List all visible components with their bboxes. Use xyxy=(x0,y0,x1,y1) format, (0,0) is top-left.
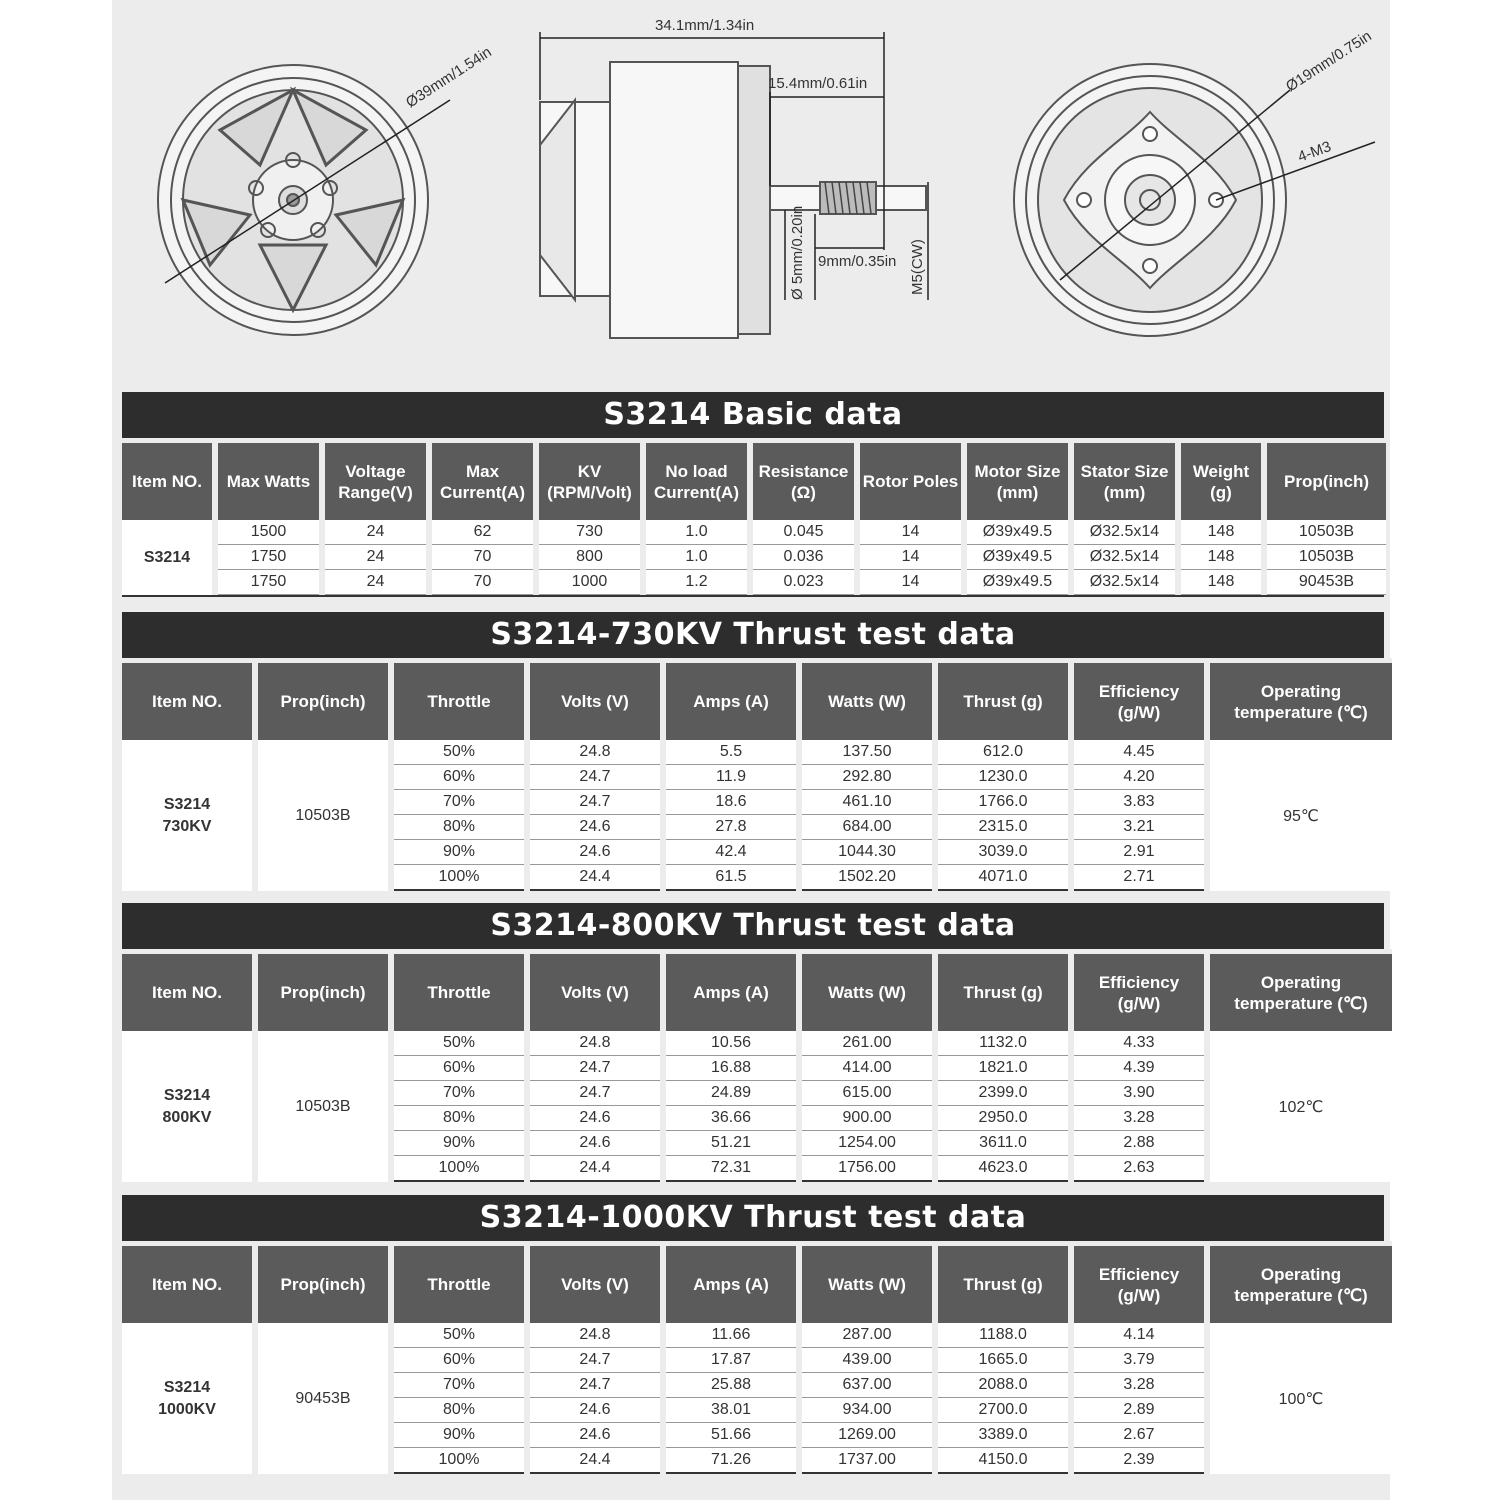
table-cell: 1737.00 xyxy=(802,1448,932,1474)
thrust-header-cell: Operating temperature (℃) xyxy=(1210,949,1392,1031)
table-cell: Ø39x49.5 xyxy=(967,545,1068,570)
table-cell: 0.023 xyxy=(753,570,854,595)
table-cell: 17.87 xyxy=(666,1348,796,1373)
basic-header-cell: No load Current(A) xyxy=(646,438,747,520)
thread-length-label: 9mm/0.35in xyxy=(818,253,897,270)
thrust-header-cell: Throttle xyxy=(394,1241,524,1323)
table-row xyxy=(122,520,1386,545)
table-cell: 4623.0 xyxy=(938,1156,1068,1182)
table-cell: 4.20 xyxy=(1074,765,1204,790)
table-cell: 5.5 xyxy=(666,740,796,765)
thrust-header-cell: Prop(inch) xyxy=(258,949,388,1031)
table-cell: 1500 xyxy=(218,520,319,545)
item-kv: 730KV xyxy=(162,817,212,835)
table-cell: 27.8 xyxy=(666,815,796,840)
table-cell: 2088.0 xyxy=(938,1373,1068,1398)
table-cell: 61.5 xyxy=(666,865,796,891)
table-cell: 1750 xyxy=(218,570,319,595)
thrust-header-cell: Volts (V) xyxy=(530,949,660,1031)
overall-length-label: 34.1mm/1.34in xyxy=(655,17,755,34)
table-cell: 70 xyxy=(432,545,533,570)
table-cell: 14 xyxy=(860,520,961,545)
table-cell: 14 xyxy=(860,545,961,570)
thrust-table xyxy=(116,658,1398,891)
table-row xyxy=(122,1323,1392,1348)
thrust-title: S3214-1000KV Thrust test data xyxy=(122,1195,1384,1241)
basic-header-cell: Rotor Poles xyxy=(860,438,961,520)
table-cell: 4071.0 xyxy=(938,865,1068,891)
table-cell: 287.00 xyxy=(802,1323,932,1348)
front-view-drawing xyxy=(158,65,450,335)
table-cell: 10.56 xyxy=(666,1031,796,1056)
table-cell: 2.88 xyxy=(1074,1131,1204,1156)
table-cell: 16.88 xyxy=(666,1056,796,1081)
table-cell: 50% xyxy=(394,1031,524,1056)
table-cell: Ø39x49.5 xyxy=(967,570,1068,595)
table-cell: 1821.0 xyxy=(938,1056,1068,1081)
basic-header-cell: Motor Size (mm) xyxy=(967,438,1068,520)
side-view-drawing xyxy=(540,62,926,338)
table-cell: 2.39 xyxy=(1074,1448,1204,1474)
thrust-header-cell: Amps (A) xyxy=(666,658,796,740)
table-cell: 80% xyxy=(394,1398,524,1423)
table-cell: 0.045 xyxy=(753,520,854,545)
table-cell: 4.45 xyxy=(1074,740,1204,765)
table-cell: 70% xyxy=(394,790,524,815)
table-cell: 4.33 xyxy=(1074,1031,1204,1056)
table-cell: 2.67 xyxy=(1074,1423,1204,1448)
table-cell: 18.6 xyxy=(666,790,796,815)
table-cell: 24.6 xyxy=(530,1106,660,1131)
table-cell: 1254.00 xyxy=(802,1131,932,1156)
table-cell: Ø32.5x14 xyxy=(1074,570,1175,595)
table-cell: 24.7 xyxy=(530,1081,660,1106)
temperature-cell: 95℃ xyxy=(1210,740,1392,891)
item-model: S3214 xyxy=(163,1086,211,1104)
table-cell: 80% xyxy=(394,815,524,840)
thrust-header-cell: Thrust (g) xyxy=(938,1241,1068,1323)
thrust-header-cell: Efficiency (g/W) xyxy=(1074,658,1204,740)
shaft-diameter-label: Ø 5mm/0.20in xyxy=(789,205,806,300)
table-cell: 3.28 xyxy=(1074,1373,1204,1398)
table-cell: 24.6 xyxy=(530,815,660,840)
thrust-header-cell: Amps (A) xyxy=(666,949,796,1031)
thrust-header-cell: Amps (A) xyxy=(666,1241,796,1323)
table-cell: 4.14 xyxy=(1074,1323,1204,1348)
table-cell: 1132.0 xyxy=(938,1031,1068,1056)
table-cell: 36.66 xyxy=(666,1106,796,1131)
table-cell: 24.7 xyxy=(530,790,660,815)
table-cell: 3611.0 xyxy=(938,1131,1068,1156)
table-cell: 2700.0 xyxy=(938,1398,1068,1423)
thrust-header-row xyxy=(122,658,1392,740)
table-cell: 4.39 xyxy=(1074,1056,1204,1081)
table-cell: 2950.0 xyxy=(938,1106,1068,1131)
table-cell: 148 xyxy=(1181,545,1261,570)
basic-data-section xyxy=(122,392,1384,597)
table-cell: 24.8 xyxy=(530,1031,660,1056)
table-cell: 4150.0 xyxy=(938,1448,1068,1474)
table-cell: 24.89 xyxy=(666,1081,796,1106)
table-cell: 461.10 xyxy=(802,790,932,815)
thrust-section xyxy=(122,1195,1384,1474)
table-cell: 24.7 xyxy=(530,1348,660,1373)
basic-header-cell: Item NO. xyxy=(122,438,212,520)
table-cell: 1.2 xyxy=(646,570,747,595)
basic-data-table xyxy=(116,438,1392,595)
table-cell: Ø32.5x14 xyxy=(1074,520,1175,545)
prop-cell: 90453B xyxy=(258,1323,388,1474)
thread-label: M5(CW) xyxy=(909,239,926,295)
table-cell: 292.80 xyxy=(802,765,932,790)
table-cell: 612.0 xyxy=(938,740,1068,765)
table-cell: 1502.20 xyxy=(802,865,932,891)
temperature-cell: 102℃ xyxy=(1210,1031,1392,1182)
temperature-cell: 100℃ xyxy=(1210,1323,1392,1474)
base-diameter-label: Ø19mm/0.75in xyxy=(1282,27,1375,96)
table-cell: 439.00 xyxy=(802,1348,932,1373)
table-cell: 24.4 xyxy=(530,1448,660,1474)
thrust-header-cell: Operating temperature (℃) xyxy=(1210,1241,1392,1323)
table-cell: 24.8 xyxy=(530,1323,660,1348)
table-cell: 60% xyxy=(394,765,524,790)
table-cell: 800 xyxy=(539,545,640,570)
table-cell: 148 xyxy=(1181,520,1261,545)
prop-cell: 10503B xyxy=(258,740,388,891)
table-cell: 24.8 xyxy=(530,740,660,765)
table-cell: 2399.0 xyxy=(938,1081,1068,1106)
table-cell: 1.0 xyxy=(646,545,747,570)
thrust-table xyxy=(116,949,1398,1182)
table-cell: 10503B xyxy=(1267,545,1386,570)
table-cell: 71.26 xyxy=(666,1448,796,1474)
table-cell: 2.63 xyxy=(1074,1156,1204,1182)
thrust-header-cell: Watts (W) xyxy=(802,949,932,1031)
basic-bottom-rule xyxy=(122,595,1384,597)
thrust-header-row xyxy=(122,1241,1392,1323)
mount-holes-label: 4-M3 xyxy=(1295,138,1334,166)
basic-header-cell: Max Current(A) xyxy=(432,438,533,520)
table-cell: 3.79 xyxy=(1074,1348,1204,1373)
thrust-section xyxy=(122,903,1384,1182)
table-cell: 24.6 xyxy=(530,1398,660,1423)
table-cell: 1665.0 xyxy=(938,1348,1068,1373)
table-cell: 261.00 xyxy=(802,1031,932,1056)
table-cell: 615.00 xyxy=(802,1081,932,1106)
thrust-header-cell: Efficiency (g/W) xyxy=(1074,1241,1204,1323)
table-cell: 2315.0 xyxy=(938,815,1068,840)
table-cell: 24.6 xyxy=(530,1131,660,1156)
table-cell: 80% xyxy=(394,1106,524,1131)
thrust-section xyxy=(122,612,1384,891)
basic-header-cell: Stator Size (mm) xyxy=(1074,438,1175,520)
table-cell: 148 xyxy=(1181,570,1261,595)
basic-header-row xyxy=(122,438,1386,520)
table-cell: 3389.0 xyxy=(938,1423,1068,1448)
table-cell: 100% xyxy=(394,865,524,891)
table-cell: 2.89 xyxy=(1074,1398,1204,1423)
table-cell: 11.9 xyxy=(666,765,796,790)
table-cell: 637.00 xyxy=(802,1373,932,1398)
item-kv: 800KV xyxy=(162,1108,212,1126)
table-cell: 0.036 xyxy=(753,545,854,570)
thrust-header-cell: Throttle xyxy=(394,658,524,740)
table-cell: 1000 xyxy=(539,570,640,595)
thrust-header-cell: Item NO. xyxy=(122,949,252,1031)
table-cell: 1269.00 xyxy=(802,1423,932,1448)
table-cell: 42.4 xyxy=(666,840,796,865)
table-cell: 38.01 xyxy=(666,1398,796,1423)
table-cell: 24.7 xyxy=(530,1373,660,1398)
table-cell: 72.31 xyxy=(666,1156,796,1182)
base-view-drawing xyxy=(1014,64,1375,336)
table-cell: Ø39x49.5 xyxy=(967,520,1068,545)
table-cell: 3.83 xyxy=(1074,790,1204,815)
table-cell: 62 xyxy=(432,520,533,545)
basic-header-cell: Prop(inch) xyxy=(1267,438,1386,520)
table-row xyxy=(122,1031,1392,1056)
table-cell: 3039.0 xyxy=(938,840,1068,865)
table-cell: 51.21 xyxy=(666,1131,796,1156)
table-cell: Ø32.5x14 xyxy=(1074,545,1175,570)
thrust-header-cell: Volts (V) xyxy=(530,1241,660,1323)
table-cell: 100% xyxy=(394,1448,524,1474)
basic-header-cell: Max Watts xyxy=(218,438,319,520)
item-kv: 1000KV xyxy=(158,1400,216,1418)
table-cell: 60% xyxy=(394,1348,524,1373)
shaft-length-label: 15.4mm/0.61in xyxy=(768,75,868,92)
thrust-header-cell: Item NO. xyxy=(122,658,252,740)
table-cell: 24.4 xyxy=(530,1156,660,1182)
thrust-title: S3214-800KV Thrust test data xyxy=(122,903,1384,949)
table-row xyxy=(122,570,1386,595)
thrust-header-cell: Volts (V) xyxy=(530,658,660,740)
thrust-header-cell: Watts (W) xyxy=(802,1241,932,1323)
table-cell: 14 xyxy=(860,570,961,595)
thrust-header-cell: Thrust (g) xyxy=(938,949,1068,1031)
table-cell: 90453B xyxy=(1267,570,1386,595)
table-cell: 1750 xyxy=(218,545,319,570)
table-cell: 24 xyxy=(325,545,426,570)
thrust-header-cell: Throttle xyxy=(394,949,524,1031)
table-cell: 70% xyxy=(394,1373,524,1398)
basic-header-cell: Voltage Range(V) xyxy=(325,438,426,520)
thrust-table xyxy=(116,1241,1398,1474)
table-cell: 90% xyxy=(394,1131,524,1156)
basic-header-cell: Weight (g) xyxy=(1181,438,1261,520)
table-cell: 900.00 xyxy=(802,1106,932,1131)
drawing-canvas xyxy=(0,0,1500,380)
table-cell: 24.4 xyxy=(530,865,660,891)
table-cell: 24 xyxy=(325,520,426,545)
table-cell: 24.6 xyxy=(530,840,660,865)
thrust-title: S3214-730KV Thrust test data xyxy=(122,612,1384,658)
table-cell: 1766.0 xyxy=(938,790,1068,815)
item-model: S3214 xyxy=(163,795,211,813)
table-cell: 90% xyxy=(394,840,524,865)
basic-header-cell: KV (RPM/Volt) xyxy=(539,438,640,520)
prop-cell: 10503B xyxy=(258,1031,388,1182)
table-cell: 3.90 xyxy=(1074,1081,1204,1106)
basic-header-cell: Resistance (Ω) xyxy=(753,438,854,520)
table-cell: 1756.00 xyxy=(802,1156,932,1182)
table-cell: 24 xyxy=(325,570,426,595)
table-cell: 90% xyxy=(394,1423,524,1448)
thrust-header-cell: Prop(inch) xyxy=(258,658,388,740)
table-cell: 60% xyxy=(394,1056,524,1081)
table-cell: 25.88 xyxy=(666,1373,796,1398)
table-cell: 934.00 xyxy=(802,1398,932,1423)
item-number-cell xyxy=(122,1323,252,1474)
table-cell: 51.66 xyxy=(666,1423,796,1448)
table-cell: 50% xyxy=(394,740,524,765)
table-cell: 2.71 xyxy=(1074,865,1204,891)
table-cell: 11.66 xyxy=(666,1323,796,1348)
table-cell: 414.00 xyxy=(802,1056,932,1081)
table-cell: 50% xyxy=(394,1323,524,1348)
thrust-header-cell: Prop(inch) xyxy=(258,1241,388,1323)
table-cell: 1188.0 xyxy=(938,1323,1068,1348)
table-cell: 70% xyxy=(394,1081,524,1106)
thrust-header-row xyxy=(122,949,1392,1031)
item-number-cell xyxy=(122,740,252,891)
thrust-header-cell: Item NO. xyxy=(122,1241,252,1323)
table-cell: 24.7 xyxy=(530,1056,660,1081)
outer-diameter-label: Ø39mm/1.54in xyxy=(402,43,495,112)
table-cell: 2.91 xyxy=(1074,840,1204,865)
table-cell: 137.50 xyxy=(802,740,932,765)
basic-data-title: S3214 Basic data xyxy=(122,392,1384,438)
table-cell: 1230.0 xyxy=(938,765,1068,790)
motor-drawings xyxy=(0,0,1500,380)
table-cell: 684.00 xyxy=(802,815,932,840)
item-number-cell: S3214 xyxy=(122,520,212,595)
table-row xyxy=(122,545,1386,570)
table-row xyxy=(122,740,1392,765)
table-cell: 1044.30 xyxy=(802,840,932,865)
item-model: S3214 xyxy=(163,1378,211,1396)
table-cell: 730 xyxy=(539,520,640,545)
table-cell: 24.6 xyxy=(530,1423,660,1448)
table-cell: 24.7 xyxy=(530,765,660,790)
table-cell: 100% xyxy=(394,1156,524,1182)
table-cell: 3.28 xyxy=(1074,1106,1204,1131)
table-cell: 10503B xyxy=(1267,520,1386,545)
table-cell: 1.0 xyxy=(646,520,747,545)
thrust-header-cell: Operating temperature (℃) xyxy=(1210,658,1392,740)
thrust-header-cell: Thrust (g) xyxy=(938,658,1068,740)
table-cell: 70 xyxy=(432,570,533,595)
table-cell: 3.21 xyxy=(1074,815,1204,840)
thrust-header-cell: Efficiency (g/W) xyxy=(1074,949,1204,1031)
item-number-cell xyxy=(122,1031,252,1182)
thrust-header-cell: Watts (W) xyxy=(802,658,932,740)
